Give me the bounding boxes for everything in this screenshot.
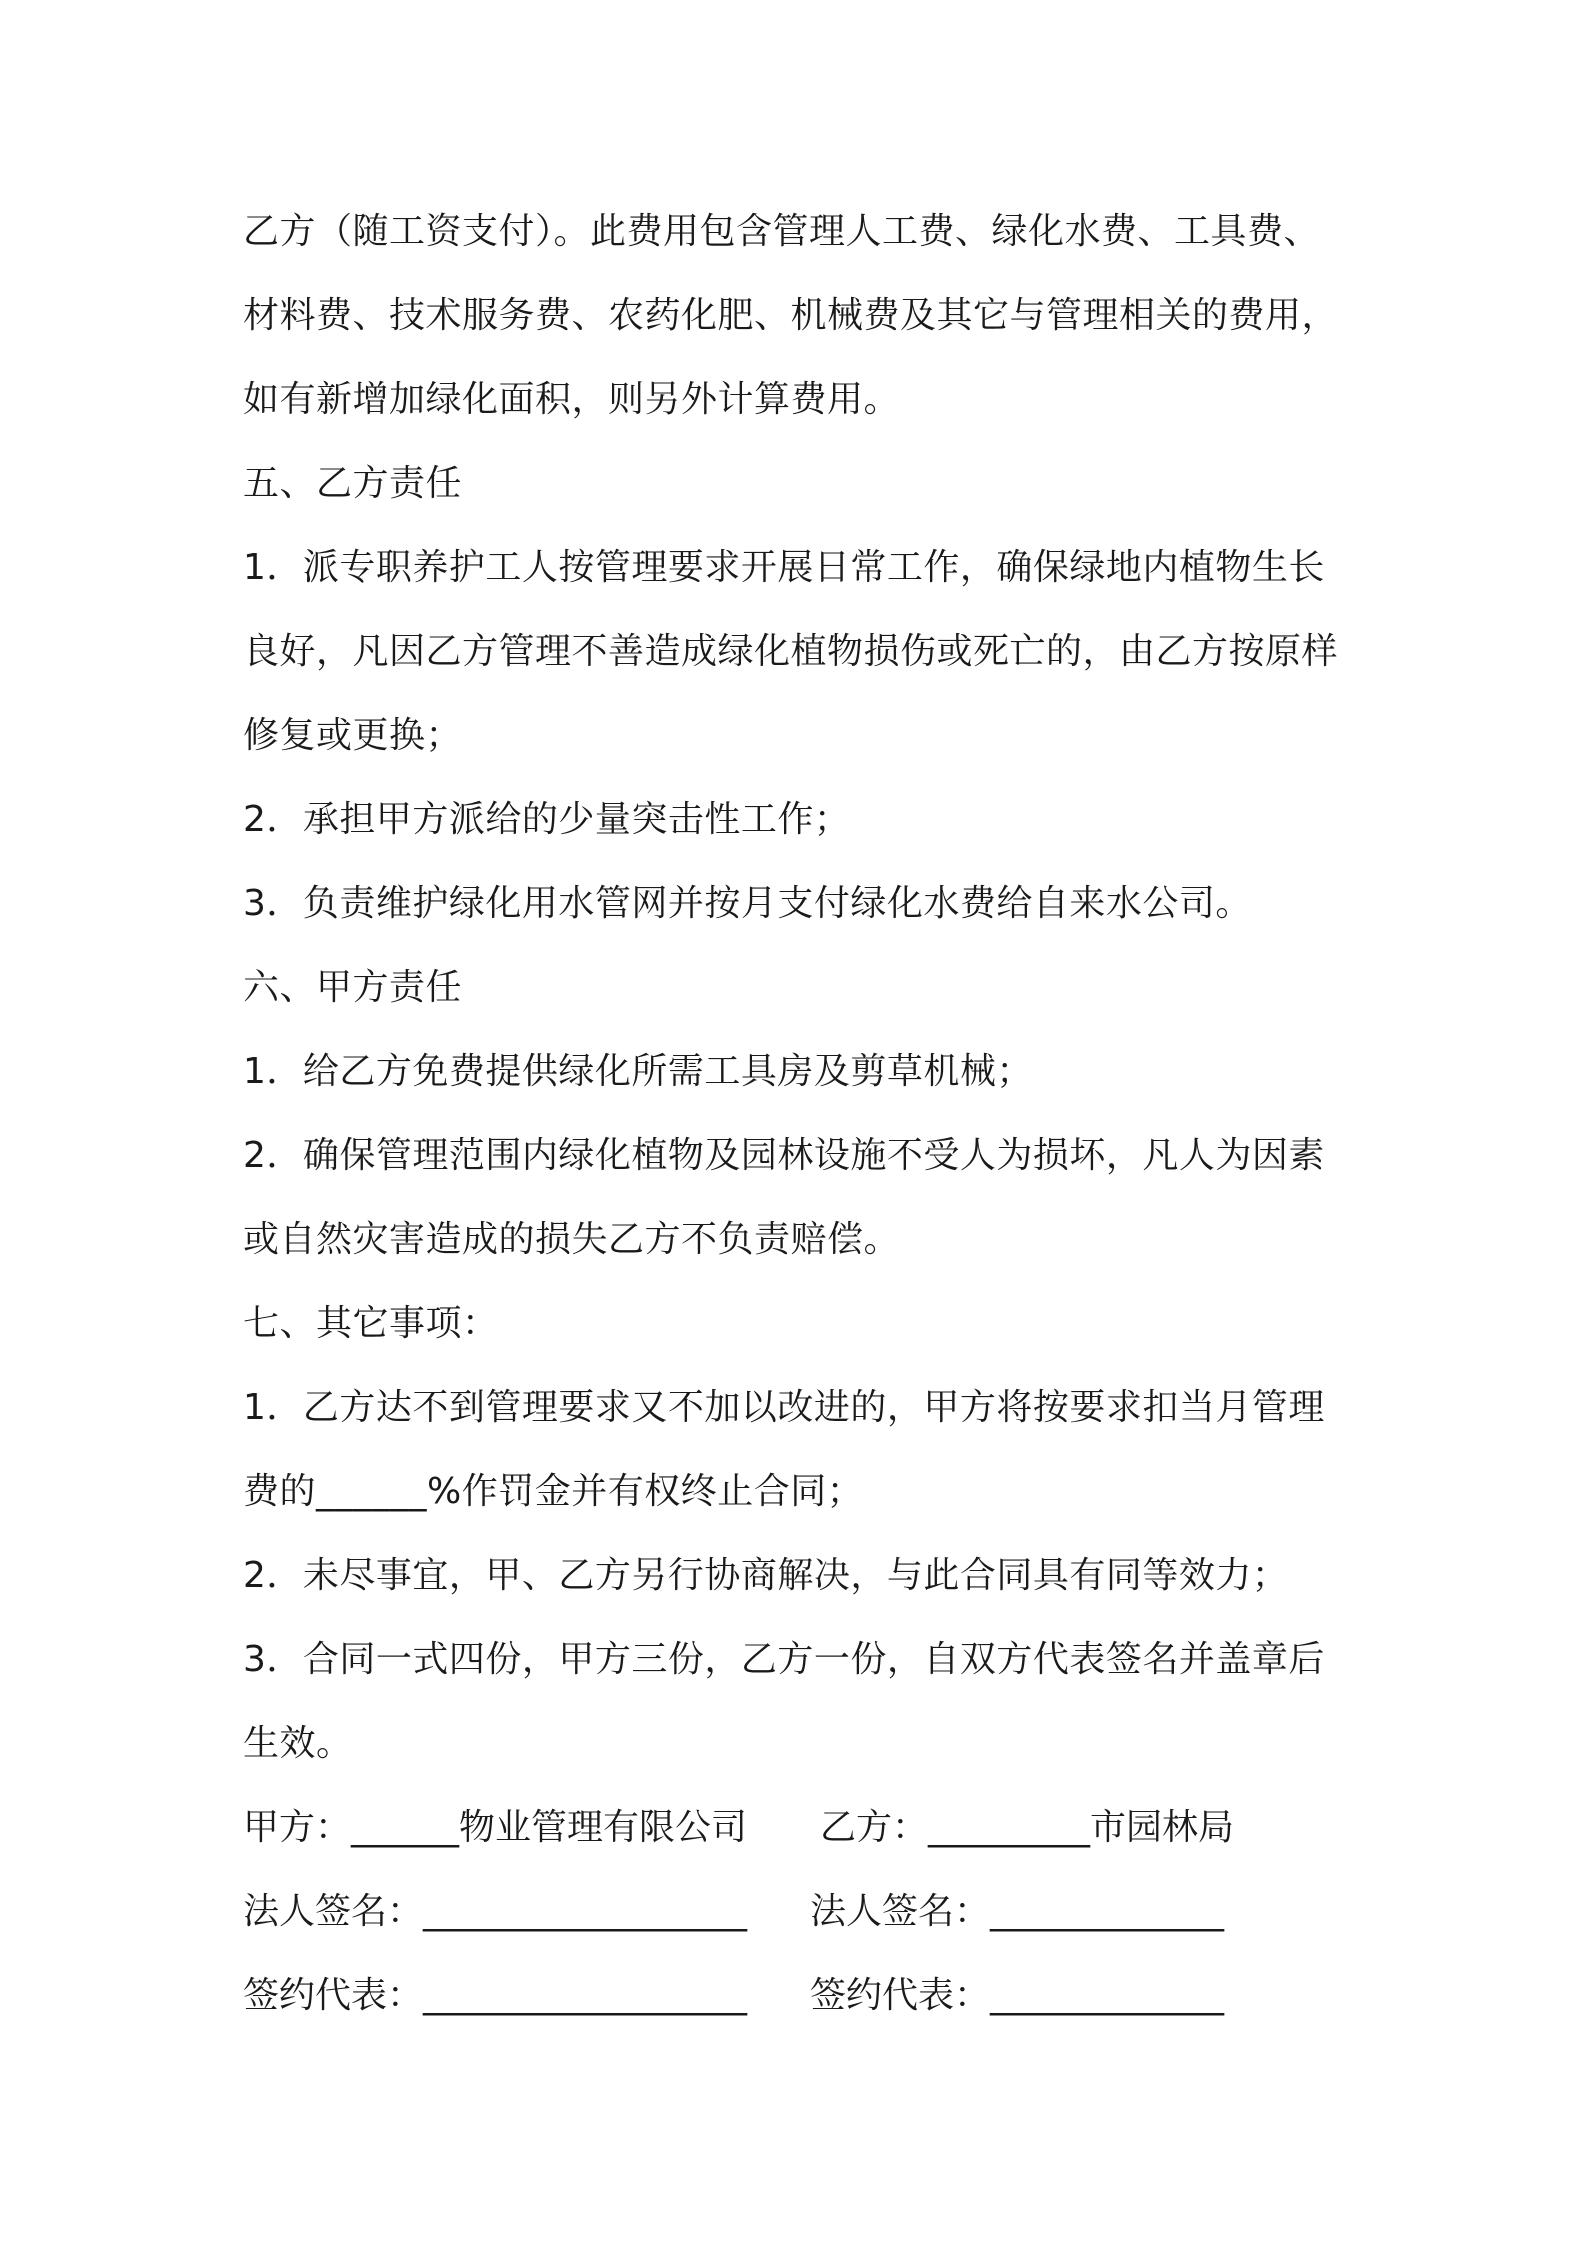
- paragraph-line: 或自然灾害造成的损失乙方不负责赔偿。: [243, 1219, 901, 1260]
- paragraph-line: 良好，凡因乙方管理不善造成绿化植物损伤或死亡的，由乙方按原样: [243, 631, 1339, 672]
- paragraph-line: 2．未尽事宜，甲、乙方另行协商解决，与此合同具有同等效力；: [243, 1555, 1289, 1596]
- paragraph-line: 1．乙方达不到管理要求又不加以改进的，甲方将按要求扣当月管理: [243, 1387, 1325, 1428]
- paragraph-line: 1．派专职养护工人按管理要求开展日常工作，确保绿地内植物生长: [243, 547, 1325, 588]
- section-heading-party-b-duties: 五、乙方责任: [243, 463, 463, 504]
- party-a-representative-signature: 签约代表：__________________: [243, 1975, 748, 2016]
- paragraph-line: 材料费、技术服务费、农药化肥、机械费及其它与管理相关的费用，: [243, 295, 1339, 336]
- party-a-name: 甲方：______物业管理有限公司: [243, 1807, 748, 1848]
- signature-row-parties: [243, 1786, 1353, 1870]
- party-a-legal-signature: 法人签名：__________________: [243, 1891, 748, 1932]
- party-b-representative-signature: 签约代表：_____________: [810, 1975, 1225, 2016]
- party-b-name: 乙方：_________市园林局: [820, 1807, 1235, 1848]
- section-heading-party-a-duties: 六、甲方责任: [243, 967, 463, 1008]
- paragraph-line: 修复或更换；: [243, 715, 463, 756]
- paragraph-line: 2．承担甲方派给的少量突击性工作；: [243, 799, 851, 840]
- paragraph-line: 乙方（随工资支付）。此费用包含管理人工费、绿化水费、工具费、: [243, 211, 1321, 252]
- contract-body: [243, 190, 1353, 2038]
- paragraph-line: 费的______%作罚金并有权终止合同；: [243, 1471, 864, 1512]
- paragraph-line: 如有新增加绿化面积，则另外计算费用。: [243, 379, 901, 420]
- paragraph-line: 生效。: [243, 1723, 353, 1764]
- paragraph-line: 3．负责维护绿化用水管网并按月支付绿化水费给自来水公司。: [243, 883, 1252, 924]
- paragraph-line: 2．确保管理范围内绿化植物及园林设施不受人为损坏，凡人为因素: [243, 1135, 1325, 1176]
- party-b-legal-signature: 法人签名：_____________: [810, 1891, 1225, 1932]
- signature-row-legal: [243, 1870, 1353, 1954]
- paragraph-line: 1．给乙方免费提供绿化所需工具房及剪草机械；: [243, 1051, 1033, 1092]
- paragraph-line: 3．合同一式四份，甲方三份，乙方一份，自双方代表签名并盖章后: [243, 1639, 1325, 1680]
- signature-row-representative: [243, 1954, 1353, 2038]
- section-heading-other-matters: 七、其它事项：: [243, 1303, 499, 1344]
